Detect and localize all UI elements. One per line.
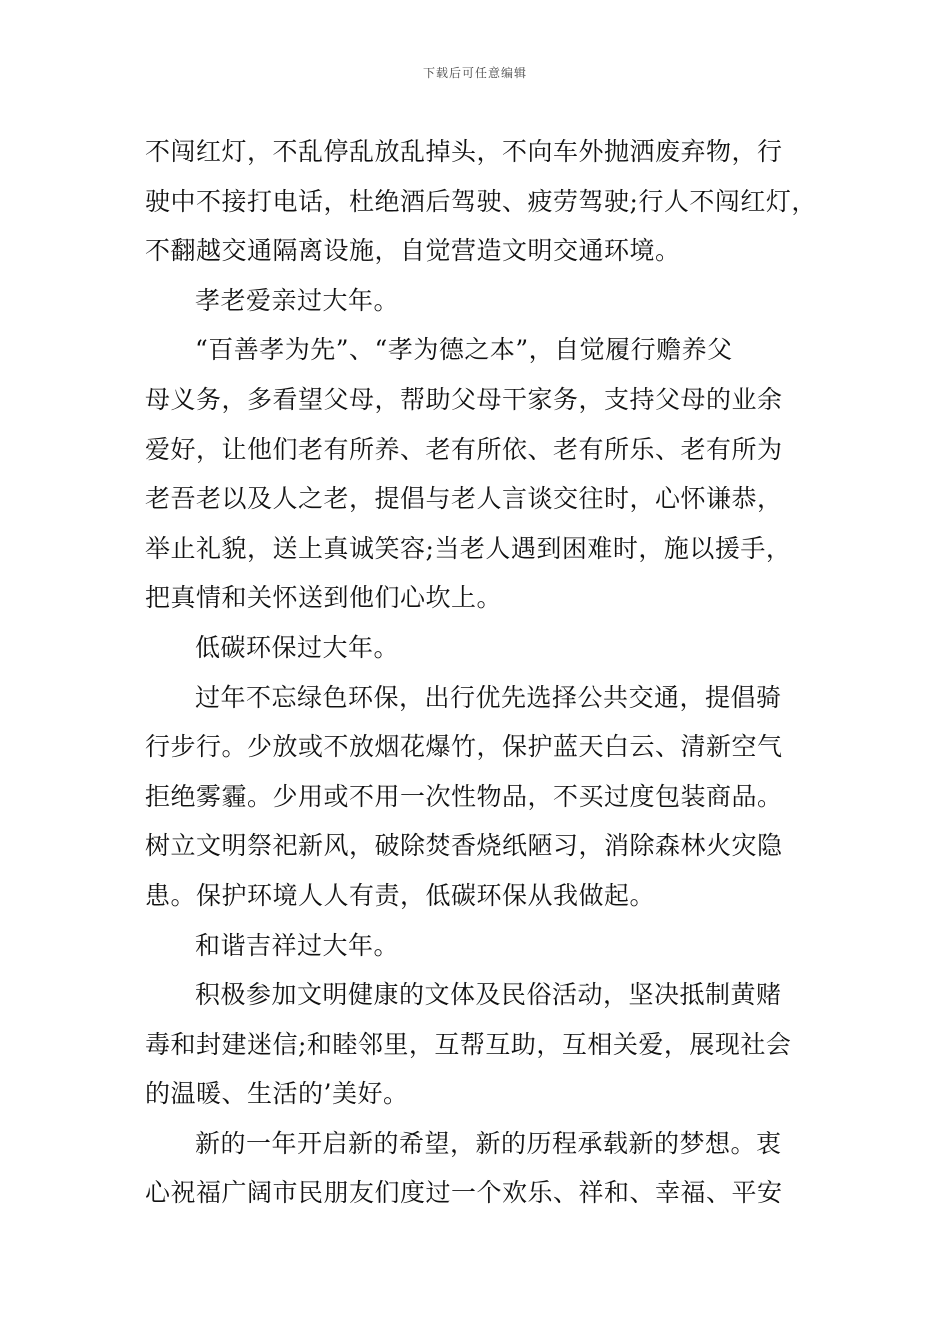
text-line: 心祝福广阔市民朋友们度过一个欢乐、祥和、幸福、平安 xyxy=(145,1178,783,1208)
text-line: 患。保护环境人人有责，低碳环保从我做起。 xyxy=(145,880,656,910)
text-line: 拒绝雾霾。少用或不用一次性物品，不买过度包装商品。 xyxy=(145,781,783,811)
section-heading: 低碳环保过大年。 xyxy=(195,632,400,662)
text-line: 不翻越交通隔离设施，自觉营造文明交通环境。 xyxy=(145,236,681,266)
text-line: 母义务，多看望父母，帮助父母干家务，支持父母的业余 xyxy=(145,384,783,414)
text-line: 老吾老以及人之老，提倡与老人言谈交往时，心怀谦恭， xyxy=(145,484,783,514)
text-line: 不闯红灯，不乱停乱放乱掉头，不向车外抛洒废弃物，行 xyxy=(145,137,783,166)
text-line: 新的一年开启新的希望，新的历程承载新的梦想。衷 xyxy=(195,1128,782,1158)
text-line: 过年不忘绿色环保，出行优先选择公共交通，提倡骑 xyxy=(195,682,782,712)
text-line: 毒和封建迷信;和睦邻里，互帮互助，互相关爱，展现社会 xyxy=(145,1029,792,1059)
text-line: 行步行。少放或不放烟花爆竹，保护蓝天白云、清新空气 xyxy=(145,732,783,762)
section-heading: 孝老爱亲过大年。 xyxy=(195,285,400,315)
text-line: 举止礼貌，送上真诚笑容;当老人遇到困难时，施以援手， xyxy=(145,533,792,563)
text-line: 驶中不接打电话，杜绝酒后驾驶、疲劳驾驶;行人不闯红灯， xyxy=(145,186,817,216)
text-line: 积极参加文明健康的文体及民俗活动，坚决抵制黄赌 xyxy=(195,980,782,1010)
text-line: 的温暖、生活的’美好。 xyxy=(145,1079,409,1109)
text-line: 爱好，让他们老有所养、老有所依、老有所乐、老有所为 xyxy=(145,434,783,464)
page-header: 下载后可任意编辑 xyxy=(422,66,527,80)
text-line: 把真情和关怀送到他们心坎上。 xyxy=(145,583,503,613)
text-line: 树立文明祭祀新风，破除焚香烧纸陋习，消除森林火灾隐 xyxy=(145,831,783,861)
document-body xyxy=(145,127,835,1218)
text-line: “百善孝为先”、“孝为德之本”，自觉履行赡养父 xyxy=(195,335,733,365)
section-heading: 和谐吉祥过大年。 xyxy=(195,930,400,960)
